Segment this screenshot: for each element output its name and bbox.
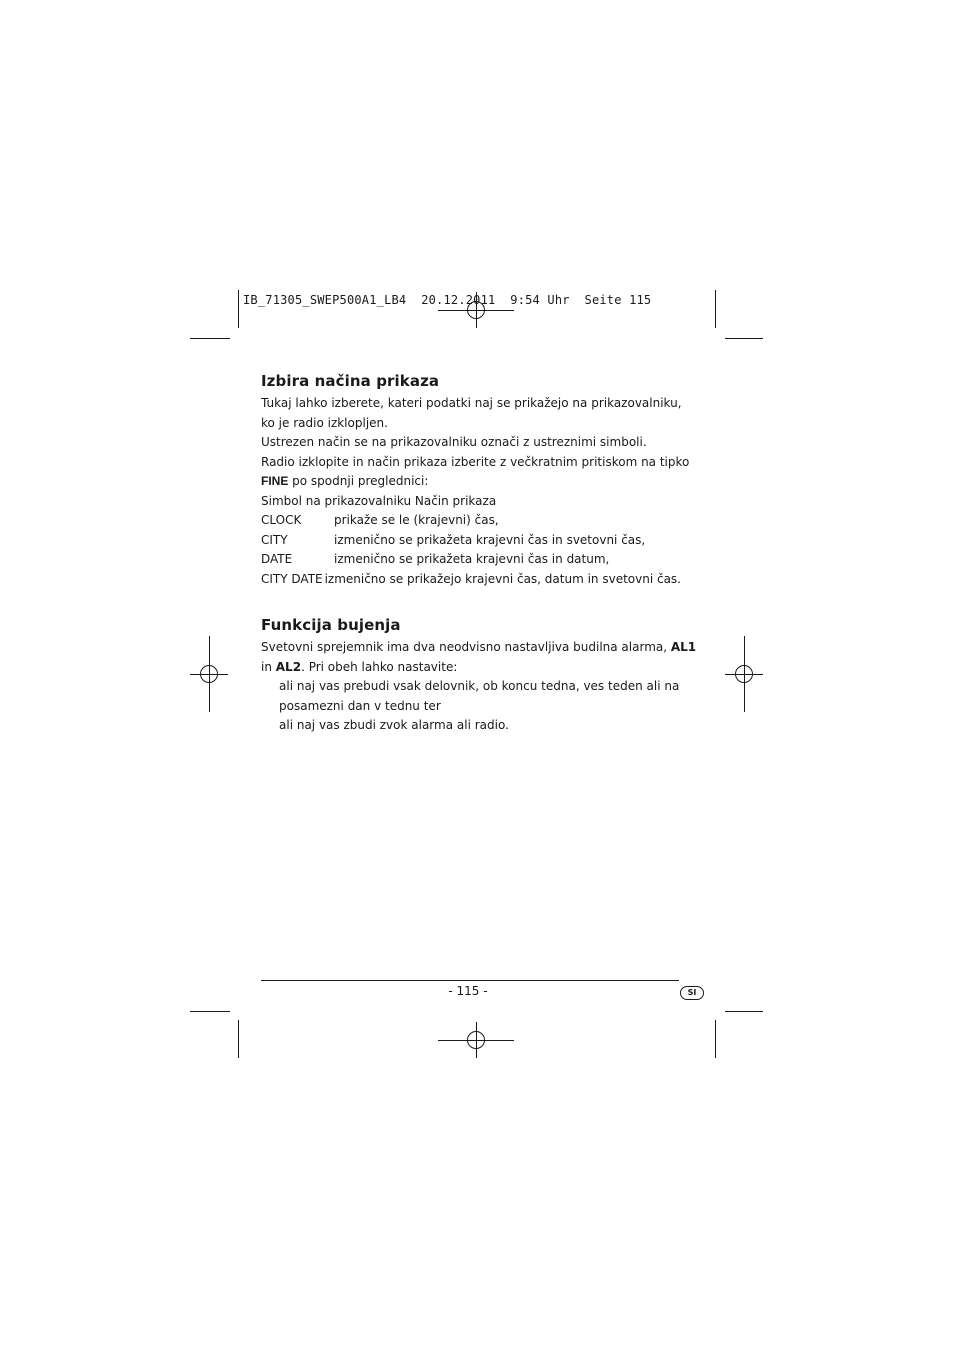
mode-row <box>261 511 681 531</box>
table-header: Simbol na prikazovalniku Način prikaza <box>261 493 497 508</box>
mode-description: izmenično se prikažejo krajevni čas, datum in svetovni čas. <box>324 571 681 586</box>
mode-row <box>261 531 681 551</box>
mode-row <box>261 550 681 570</box>
mode-description: izmenično se prikažeta krajevni čas in datum, <box>334 552 610 566</box>
mode-description: izmenično se prikažeta krajevni čas in svetovni čas, <box>334 532 646 547</box>
alarm-label-al1: AL1 <box>670 640 697 654</box>
fine-key-label: FINE <box>261 474 289 488</box>
page-content <box>261 372 697 736</box>
mode-symbol: CLOCK <box>261 513 302 527</box>
mode-symbol: CITY DATE <box>261 571 323 586</box>
mode-symbol: CITY <box>261 532 288 547</box>
list-item: posamezni dan v tednu ter <box>279 698 441 713</box>
language-badge: SI <box>680 986 704 1000</box>
paragraph: Radio izklopite in način prikaza izberite z večkratnim pritiskom na tipko <box>261 454 690 469</box>
page-number: - 115 - <box>448 984 488 998</box>
alarm-label-al2: AL2 <box>275 659 302 674</box>
paragraph: Ustrezen način se na prikazovalniku označi z ustreznimi simboli. <box>261 435 647 449</box>
paragraph: Svetovni sprejemnik ima dva neodvisno nastavljiva budilna alarma, AL1 <box>261 640 697 654</box>
footer-rule <box>261 980 679 981</box>
mode-symbol: DATE <box>261 552 293 566</box>
paragraph: Tukaj lahko izberete, kateri podatki naj se prikažejo na prikazovalniku, <box>261 396 682 410</box>
list-item: ali naj vas prebudi vsak delovnik, ob koncu tedna, ves teden ali na <box>279 679 680 693</box>
mode-description: prikaže se le (krajevni) čas, <box>334 513 499 527</box>
section-title-display-mode: Izbira načina prikaza <box>261 372 440 390</box>
section-title-alarm-function: Funkcija bujenja <box>261 616 401 634</box>
list-item: ali naj vas zbudi zvok alarma ali radio. <box>279 718 509 732</box>
paragraph-fine-key: FINE po spodnji preglednici: <box>261 474 429 488</box>
paragraph: ko je radio izklopljen. <box>261 415 388 430</box>
print-slug: IB_71305_SWEP500A1_LB4 20.12.2011 9:54 Uhr Seite 115 <box>243 293 652 307</box>
mode-row <box>261 570 681 590</box>
paragraph: in AL2. Pri obeh lahko nastavite: <box>261 659 458 674</box>
